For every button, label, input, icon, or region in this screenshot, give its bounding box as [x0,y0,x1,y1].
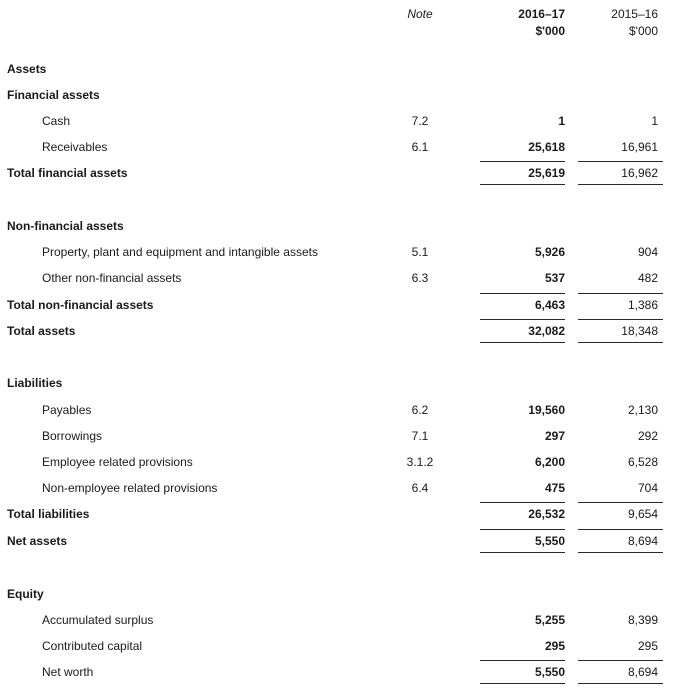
row-note: 6.1 [411,140,429,154]
statement-row [0,479,678,497]
statement-row [0,611,678,629]
row-note: 5.1 [411,245,429,259]
column-rule [480,529,565,530]
row-current-value: 6,463 [534,298,565,312]
column-rule [578,552,663,553]
row-prior-value: 8,694 [627,534,658,548]
row-label: Total non-financial assets [7,298,154,312]
column-rule [480,552,565,553]
row-note: 7.1 [411,429,429,443]
column-rule [578,660,663,661]
statement-row [0,401,678,419]
row-prior-value: 8,694 [627,665,658,679]
row-label: Property, plant and equipment and intangible assets [42,245,318,259]
statement-row [0,453,678,471]
statement-row [0,60,678,78]
statement-row [0,86,678,104]
column-rule [578,184,663,185]
column-rule [578,319,663,320]
row-label: Non-employee related provisions [42,481,218,495]
row-prior-value: 292 [637,429,658,443]
row-prior-value: 1 [651,114,658,128]
row-label: Non-financial assets [7,219,124,233]
column-rule [480,319,565,320]
statement-row [0,138,678,156]
row-current-value: 26,532 [528,507,565,521]
row-current-value: 5,550 [534,665,565,679]
row-prior-value: 295 [637,639,658,653]
row-current-value: 19,560 [528,403,565,417]
row-current-value: 5,255 [534,613,565,627]
row-label: Accumulated surplus [42,613,154,627]
row-label: Other non-financial assets [42,271,182,285]
row-label: Liabilities [7,376,63,390]
row-current-value: 297 [544,429,565,443]
row-prior-value: 16,962 [621,166,658,180]
row-current-value: 295 [544,639,565,653]
row-prior-value: 482 [637,271,658,285]
row-label: Receivables [42,140,108,154]
row-note: 6.3 [411,271,429,285]
row-prior-value: 2,130 [627,403,658,417]
row-current-value: 25,618 [528,140,565,154]
row-label: Employee related provisions [42,455,193,469]
row-note: 6.2 [411,403,429,417]
statement-row [0,296,678,314]
statement-row [0,663,678,681]
row-prior-value: 904 [637,245,658,259]
statement-row [0,532,678,550]
row-prior-value: 18,348 [621,324,658,338]
statement-row [0,217,678,235]
row-note: 6.4 [411,481,429,495]
current-year-header: 2016–17 [518,7,565,21]
column-rule [480,683,565,684]
row-current-value: 1 [558,114,565,128]
prior-year-header: 2015–16 [611,7,658,21]
row-label: Net assets [7,534,68,548]
column-rule [480,161,565,162]
row-current-value: 475 [544,481,565,495]
statement-row [0,637,678,655]
current-unit-header: $'000 [535,24,565,38]
statement-row [0,164,678,182]
column-rule [480,660,565,661]
column-rule [578,683,663,684]
row-label: Net worth [42,665,94,679]
statement-row [0,427,678,445]
row-current-value: 5,926 [534,245,565,259]
column-rule [578,342,663,343]
statement-row [0,585,678,603]
row-label: Equity [7,587,44,601]
column-rule [480,293,565,294]
row-prior-value: 1,386 [627,298,658,312]
row-current-value: 537 [544,271,565,285]
row-label: Contributed capital [42,639,143,653]
column-rule [578,293,663,294]
row-label: Assets [7,62,47,76]
row-label: Total liabilities [7,507,90,521]
row-prior-value: 704 [637,481,658,495]
row-label: Total assets [7,324,76,338]
column-rule [578,529,663,530]
row-current-value: 6,200 [534,455,565,469]
row-prior-value: 9,654 [627,507,658,521]
statement-row [0,269,678,287]
row-prior-value: 8,399 [627,613,658,627]
row-current-value: 32,082 [528,324,565,338]
prior-unit-header: $'000 [629,24,658,38]
row-current-value: 25,619 [528,166,565,180]
row-label: Payables [42,403,92,417]
row-note: 7.2 [411,114,429,128]
row-label: Cash [42,114,71,128]
column-rule [578,161,663,162]
note-column-header: Note [407,7,433,21]
row-label: Total financial assets [7,166,128,180]
row-note: 3.1.2 [406,455,434,469]
statement-row [0,243,678,261]
column-rule [480,342,565,343]
statement-row [0,322,678,340]
statement-row [0,505,678,523]
row-prior-value: 6,528 [627,455,658,469]
column-rule [480,184,565,185]
column-rule [578,502,663,503]
statement-row [0,112,678,130]
row-prior-value: 16,961 [621,140,658,154]
column-rule [480,502,565,503]
row-label: Borrowings [42,429,103,443]
statement-row [0,374,678,392]
row-current-value: 5,550 [534,534,565,548]
row-label: Financial assets [7,88,100,102]
